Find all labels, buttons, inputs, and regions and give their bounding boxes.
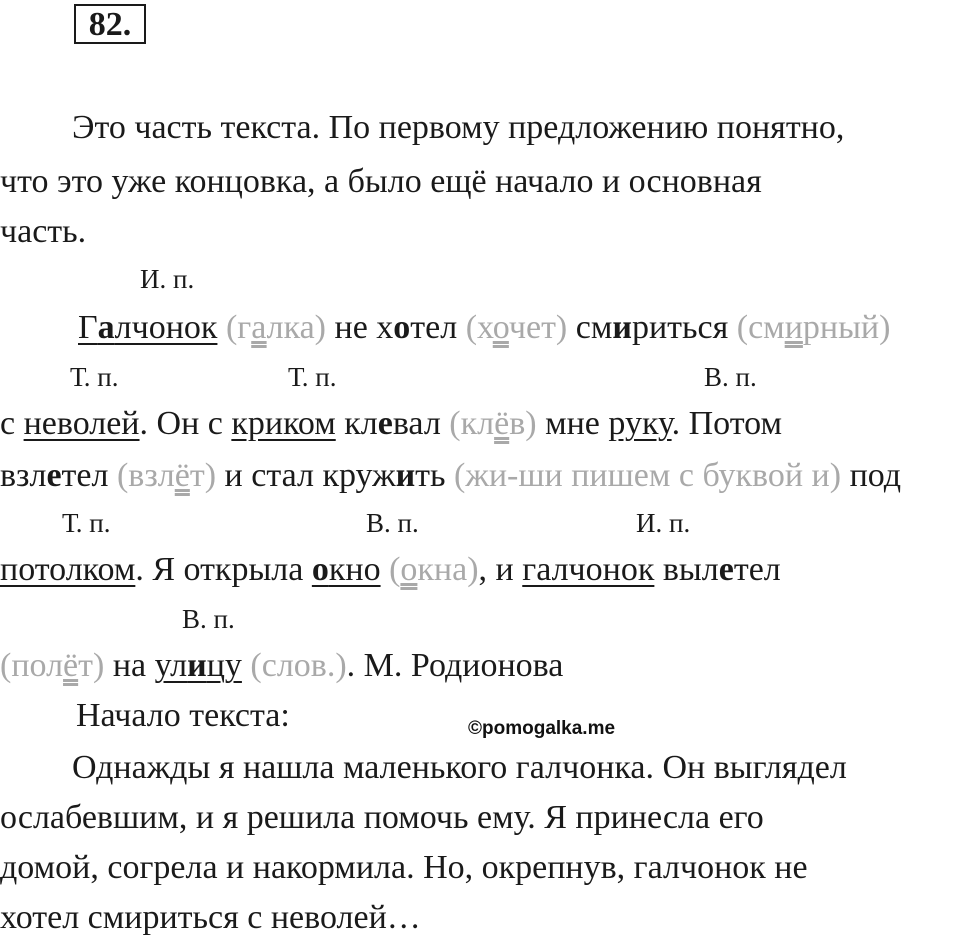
- beginning-line-1: Однажды я нашла маленького галчонка. Он выглядел: [72, 749, 847, 786]
- underlined-word: улицу: [154, 647, 242, 684]
- intro-line-2: что это уже концовка, а было ещё начало и основная: [0, 163, 762, 200]
- case-label: Т. п.: [62, 508, 111, 538]
- beginning-line-4: хотел смириться с неволей…: [0, 899, 421, 936]
- hint: (клёв): [449, 405, 537, 442]
- exercise-number: 82.: [74, 4, 146, 44]
- beginning-label: Начало текста:: [76, 697, 290, 734]
- underlined-word: неволей: [23, 405, 140, 442]
- hint: (взлёт): [116, 457, 217, 494]
- case-label: И. п.: [636, 508, 691, 538]
- text-line-3: взлетел (взлёт) и стал кружить (жи-ши пишем с буквой и) под: [0, 457, 902, 494]
- intro-line-1: Это часть текста. По первому предложению понятно,: [72, 109, 845, 146]
- beginning-line-2: ослабевшим, и я решила помочь ему. Я принесла его: [0, 799, 764, 836]
- hint: (жи-ши пишем с буквой и): [454, 457, 842, 494]
- watermark: ©pomogalka.me: [468, 718, 616, 739]
- hint: (слов.): [250, 647, 347, 684]
- underlined-word: руку: [608, 405, 672, 442]
- case-label: В. п.: [366, 508, 419, 538]
- beginning-line-3: домой, согрела и накормила. Но, окрепнув, галчонок не: [0, 849, 808, 886]
- hint: (хочет): [465, 309, 568, 346]
- hint: (смирный): [736, 309, 891, 346]
- text-line-2: с неволей. Он с криком клевал (клёв) мне руку. Потом: [0, 405, 782, 442]
- hint: (окна): [389, 551, 479, 588]
- hint: (галка): [217, 309, 326, 346]
- text-line-4: потолком. Я открыла окно (окна), и галчонок вылетел: [0, 551, 781, 588]
- case-label: В. п.: [182, 604, 235, 634]
- case-label: Т. п.: [288, 362, 337, 392]
- underlined-word: потолком: [0, 551, 136, 588]
- underlined-word: галчонок: [522, 551, 655, 588]
- underlined-word: криком: [231, 405, 336, 442]
- case-label: Т. п.: [70, 362, 119, 392]
- case-label: В. п.: [704, 362, 757, 392]
- underlined-word: окно: [311, 551, 381, 588]
- text-line-1: Галчонок (галка) не хотел (хочет) смириться (смирный): [78, 309, 891, 346]
- hint: (полёт): [0, 647, 105, 684]
- intro-line-3: часть.: [0, 213, 87, 250]
- text-line-5: (полёт) на улицу (слов.). М. Родионова: [0, 647, 564, 684]
- case-label: И. п.: [140, 264, 195, 294]
- underlined-word: Галчонок: [78, 309, 218, 346]
